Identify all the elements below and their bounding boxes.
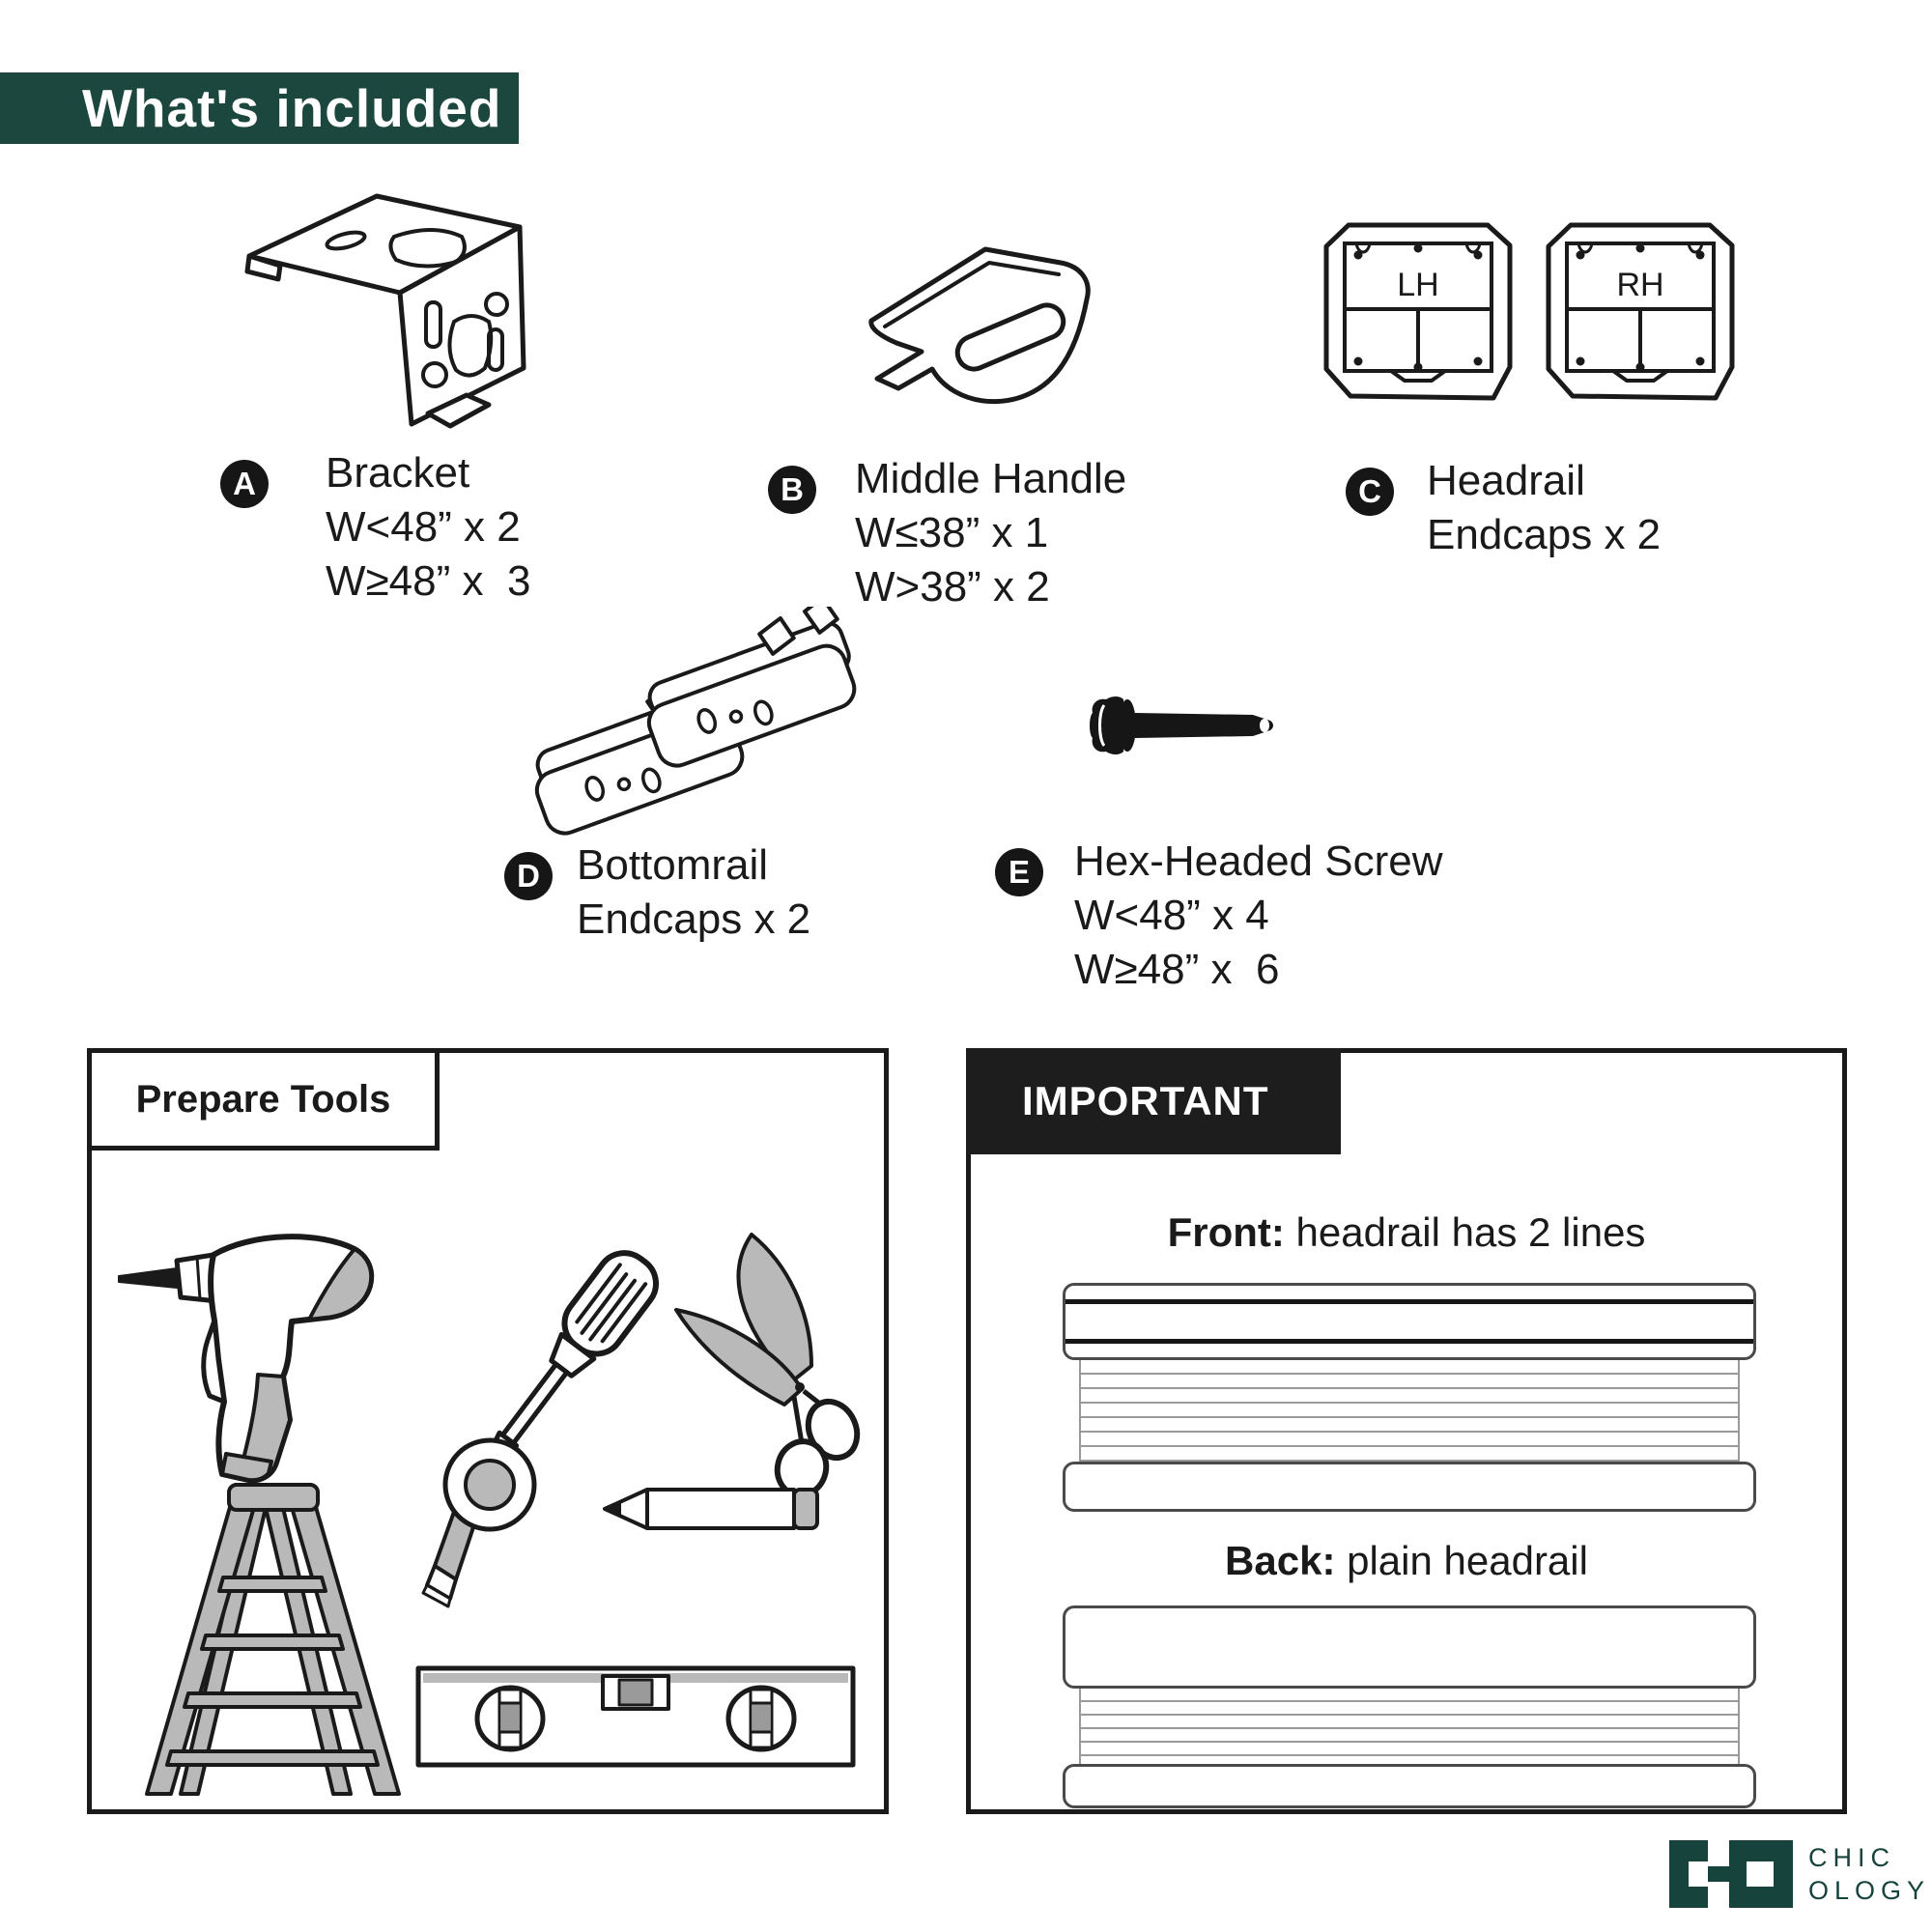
part-b-text bbox=[855, 452, 1126, 614]
part-d-name: Bottomrail bbox=[577, 841, 769, 889]
part-b-name: Middle Handle bbox=[855, 455, 1127, 502]
back-text: plain headrail bbox=[1335, 1538, 1588, 1583]
back-label: Back: bbox=[1225, 1538, 1336, 1583]
back-headrail-illustration bbox=[1063, 1605, 1756, 1689]
important-title: IMPORTANT bbox=[1022, 1078, 1269, 1123]
chicology-logo-icon bbox=[1669, 1840, 1797, 1908]
important-header bbox=[966, 1048, 1341, 1154]
level-icon bbox=[413, 1647, 858, 1773]
part-b-badge: B bbox=[768, 466, 816, 514]
part-d-text bbox=[577, 838, 810, 947]
part-c-name: Headrail bbox=[1427, 457, 1585, 504]
part-c-text bbox=[1427, 454, 1661, 562]
part-c-qty-1: Endcaps x 2 bbox=[1427, 511, 1662, 558]
part-d-badge: D bbox=[504, 852, 553, 900]
part-e-badge: E bbox=[995, 848, 1043, 896]
headrail-endcap-right-illustration bbox=[1544, 220, 1737, 404]
part-e-qty-1: W<48” x 4 bbox=[1074, 892, 1269, 939]
part-e-text bbox=[1074, 835, 1443, 997]
prepare-tools-header bbox=[87, 1048, 440, 1151]
part-a-qty-2: W≥48” x 3 bbox=[326, 557, 531, 605]
part-b-qty-1: W≤38” x 1 bbox=[855, 509, 1049, 556]
prepare-tools-title: Prepare Tools bbox=[135, 1077, 391, 1121]
part-c-badge: C bbox=[1346, 468, 1394, 516]
front-text: headrail has 2 lines bbox=[1284, 1209, 1646, 1255]
back-bottomrail-illustration bbox=[1063, 1764, 1756, 1808]
headrail-line-2 bbox=[1065, 1339, 1753, 1344]
headrail-endcap-left-illustration bbox=[1321, 220, 1515, 404]
part-d-qty-1: Endcaps x 2 bbox=[577, 895, 811, 943]
page-title: What's included bbox=[82, 78, 502, 138]
part-b-qty-2: W>38” x 2 bbox=[855, 563, 1050, 611]
chicology-logo-text bbox=[1808, 1841, 1930, 1907]
front-bottomrail-illustration bbox=[1063, 1462, 1756, 1512]
middle-handle-illustration bbox=[838, 205, 1128, 437]
logo-line-2: OLOGY bbox=[1808, 1876, 1931, 1905]
drill-icon bbox=[111, 1212, 391, 1512]
headrail-line-1 bbox=[1065, 1299, 1753, 1304]
bracket-illustration bbox=[230, 177, 541, 432]
back-caption bbox=[966, 1538, 1847, 1584]
front-caption bbox=[966, 1209, 1847, 1256]
front-headrail-illustration bbox=[1063, 1283, 1756, 1360]
ladder-icon bbox=[121, 1483, 411, 1802]
endcap-lh-label: LH bbox=[1397, 267, 1439, 303]
page-title-bar bbox=[0, 72, 519, 144]
tape-measure-icon bbox=[417, 1435, 553, 1608]
bottomrail-endcaps-illustration bbox=[510, 607, 869, 860]
front-pleats-illustration bbox=[1079, 1360, 1740, 1462]
part-e-name: Hex-Headed Screw bbox=[1074, 838, 1443, 885]
endcap-rh-label: RH bbox=[1616, 267, 1664, 303]
scissors-icon bbox=[667, 1225, 869, 1515]
part-a-badge: A bbox=[220, 460, 269, 508]
part-a-text bbox=[326, 446, 530, 609]
part-e-qty-2: W≥48” x 6 bbox=[1074, 946, 1280, 993]
part-a-qty-1: W<48” x 2 bbox=[326, 503, 521, 551]
pencil-icon bbox=[591, 1480, 823, 1538]
part-a-name: Bracket bbox=[326, 449, 470, 497]
hex-screw-illustration bbox=[1087, 692, 1280, 761]
logo-line-1: CHIC bbox=[1808, 1843, 1895, 1872]
back-pleats-illustration bbox=[1079, 1689, 1740, 1764]
front-label: Front: bbox=[1167, 1209, 1285, 1255]
